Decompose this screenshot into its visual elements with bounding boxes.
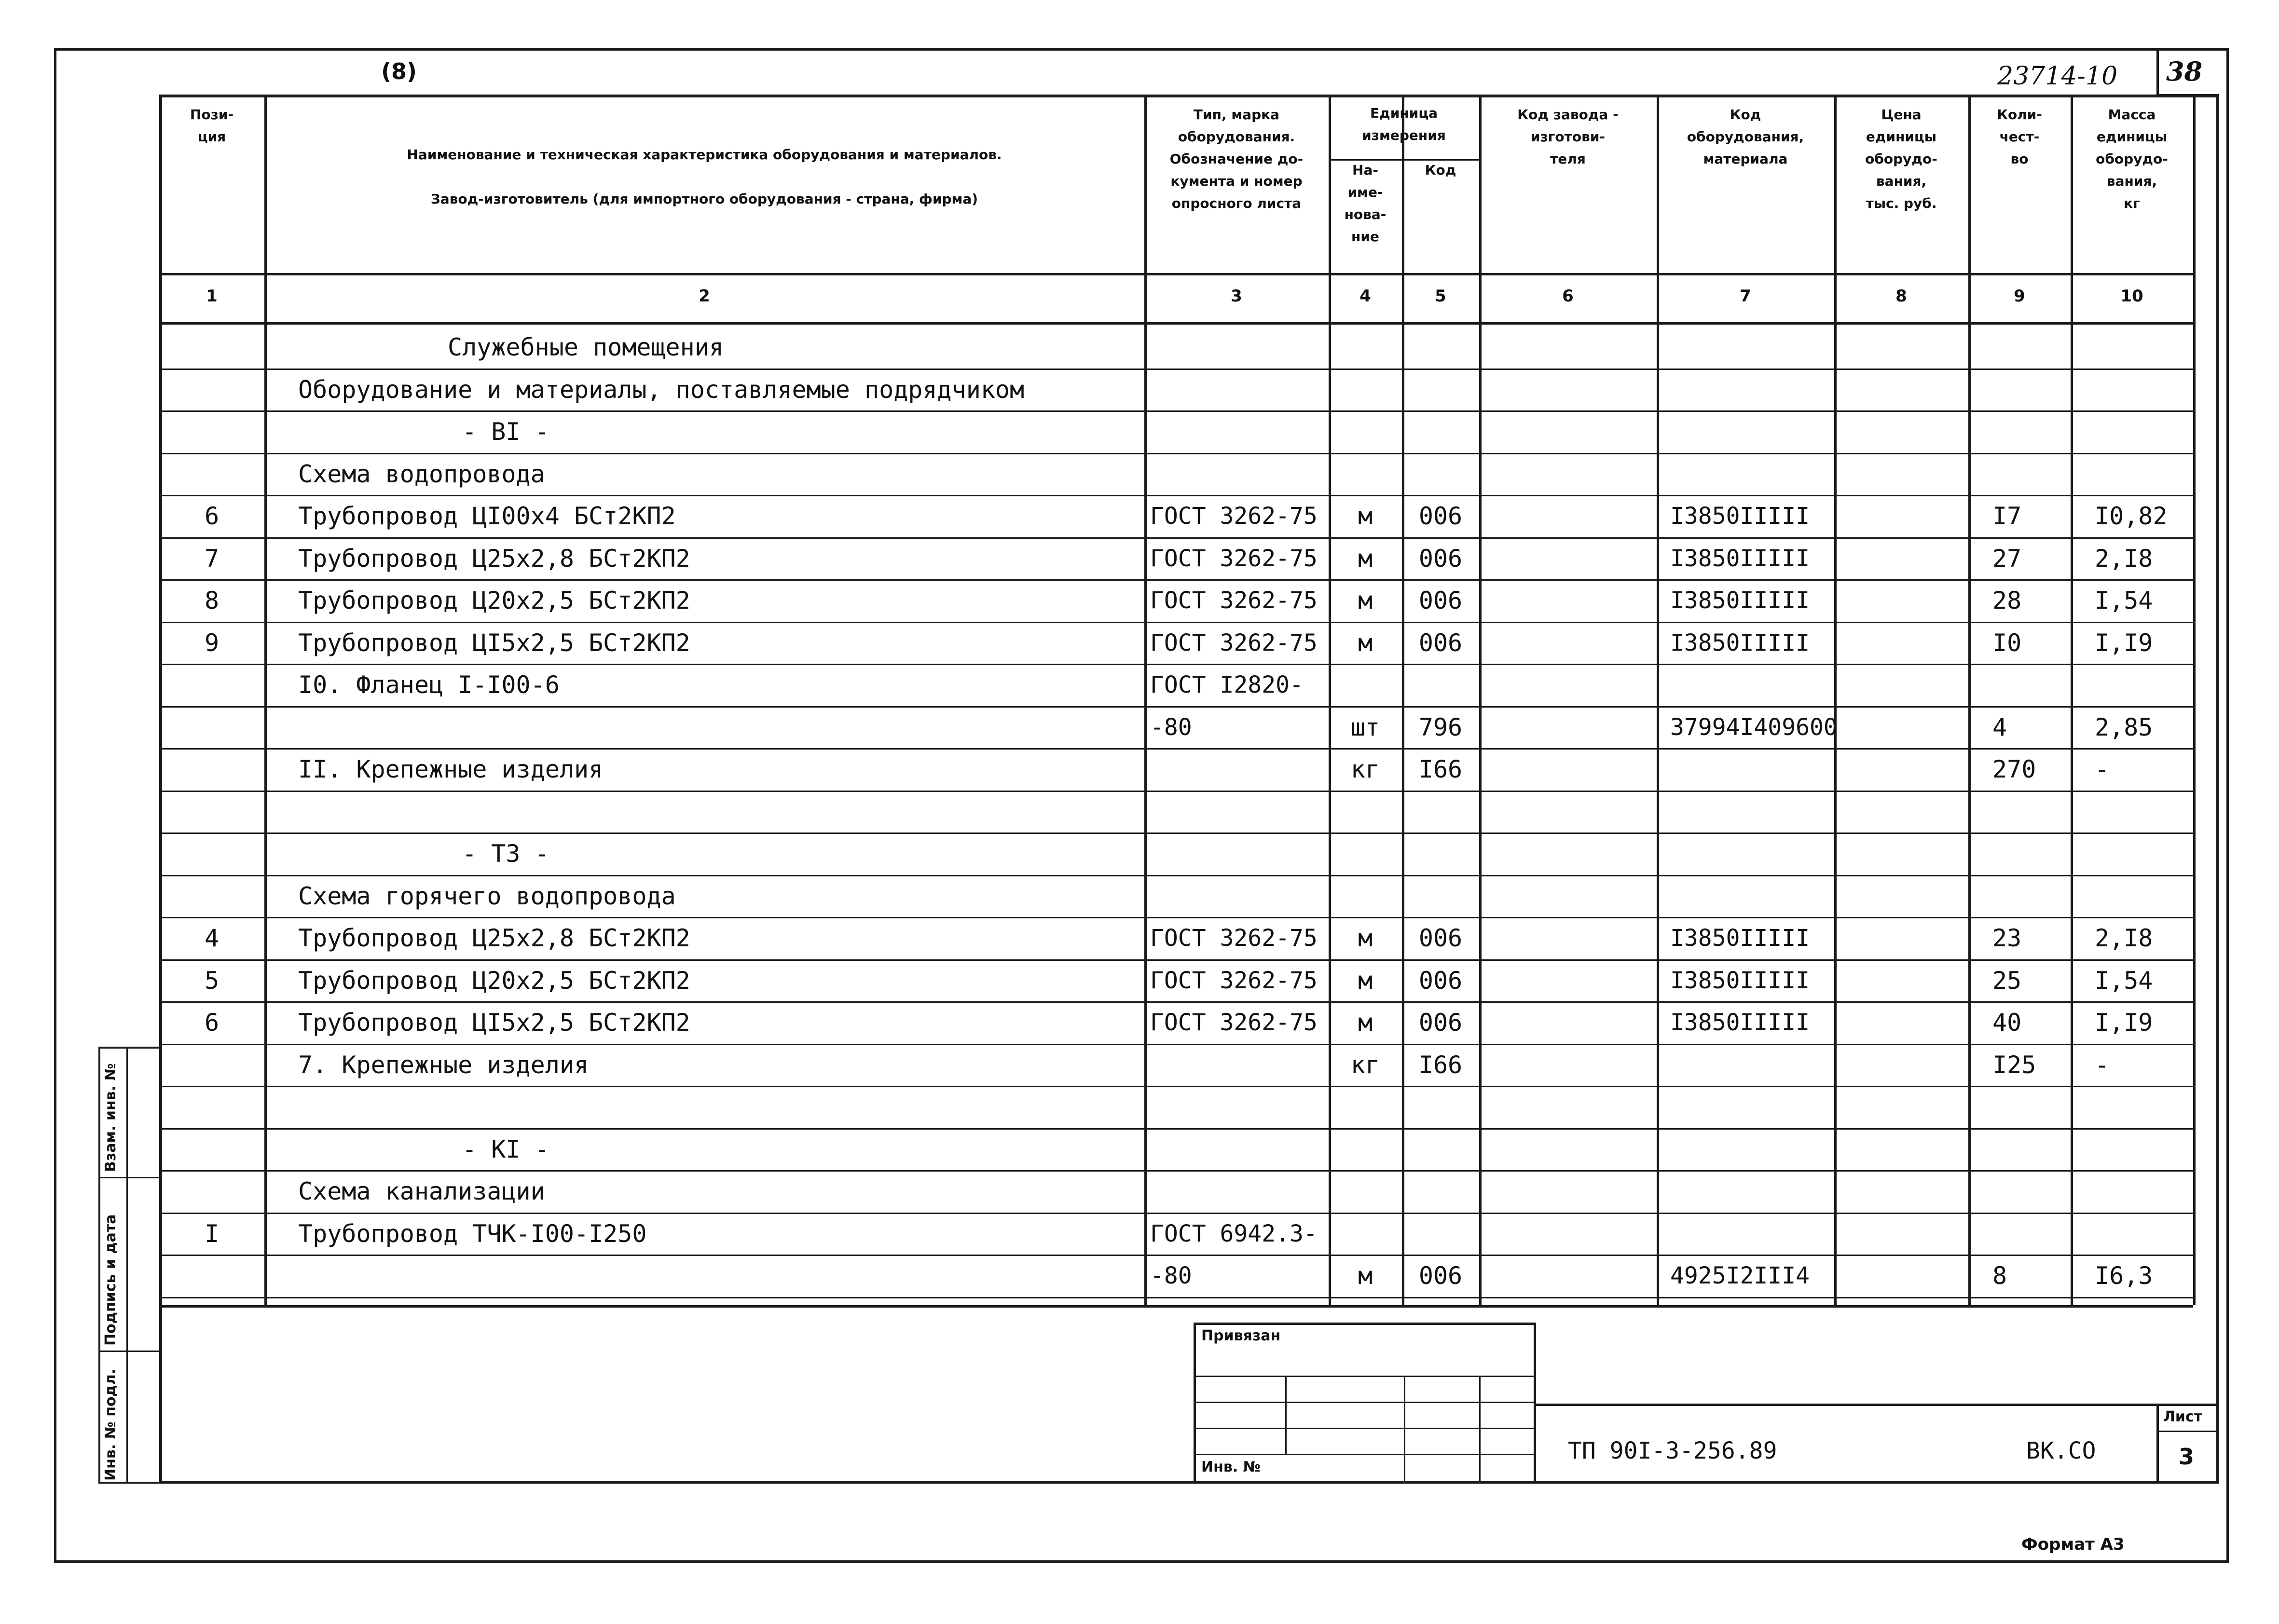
- grid-line: [1657, 95, 1659, 1305]
- grid-line: [159, 273, 2193, 275]
- unit-code-cell: 006: [1418, 1009, 1463, 1037]
- unit-group-header: Единица измерения: [1362, 105, 1446, 143]
- column-header-line: Код: [1425, 162, 1456, 178]
- column-header-line: ние: [1351, 229, 1379, 245]
- grid-line: [1329, 95, 1331, 1305]
- grid-line: [159, 322, 2193, 325]
- column-header-line: Масса: [2108, 107, 2156, 123]
- document-cell: ГОСТ 3262-75: [1150, 587, 1318, 614]
- position-cell: 5: [204, 966, 220, 995]
- document-cell: -80: [1150, 713, 1192, 741]
- mass-cell: -: [2095, 755, 2110, 783]
- grid-line: [159, 791, 2193, 792]
- column-header-6: [1479, 104, 1657, 170]
- format-label: Формат А3: [2021, 1535, 2125, 1554]
- stamp-line: [1194, 1428, 1536, 1429]
- material-code-cell: 4925I2III4: [1670, 1262, 1810, 1289]
- quantity-cell: 27: [1992, 544, 2022, 573]
- mass-cell: -: [2095, 1051, 2110, 1079]
- grid-line: [159, 1170, 2193, 1172]
- material-code-cell: I3850IIIII: [1670, 1009, 1810, 1036]
- column-header-line: теля: [1550, 151, 1586, 167]
- quantity-cell: 270: [1992, 755, 2036, 783]
- side-label-signature-date: Подпись и дата: [102, 1214, 119, 1346]
- column-header-line: чест-: [1999, 129, 2040, 145]
- quantity-cell: I25: [1992, 1051, 2036, 1079]
- column-header-2: [264, 133, 1144, 221]
- name-cell: - Т3 -: [462, 840, 549, 868]
- grid-line: [159, 1044, 2193, 1045]
- unit-code-cell: I66: [1418, 755, 1463, 783]
- column-header-line: Завод-изготовитель (для импортного оборудования - страна, фирма): [430, 191, 978, 207]
- grid-line: [159, 579, 2193, 581]
- grid-line: [159, 1305, 2193, 1308]
- archive-number: 23714-10: [1997, 62, 2118, 91]
- position-cell: 9: [204, 628, 220, 657]
- grid-line: [159, 748, 2193, 750]
- side-divider: [98, 1351, 161, 1352]
- grid-line: [2193, 95, 2196, 1305]
- grid-line: [159, 875, 2193, 876]
- column-header-line: Обозначение до-: [1169, 151, 1304, 167]
- column-header-line: единицы: [1866, 129, 1937, 145]
- column-header-line: Тип, марка: [1193, 107, 1280, 123]
- unit-cell: кг: [1350, 755, 1380, 783]
- side-divider: [98, 1177, 161, 1178]
- document-cell: -80: [1150, 1262, 1192, 1289]
- grid-line: [159, 664, 2193, 665]
- mass-cell: I,54: [2095, 966, 2153, 995]
- grid-line: [159, 1128, 2193, 1130]
- unit-cell: м: [1358, 1262, 1373, 1290]
- grid-line: [1479, 95, 1482, 1305]
- grid-line: [159, 410, 2193, 412]
- grid-line: [159, 832, 2193, 834]
- grid-line: [159, 706, 2193, 708]
- bound-label: Привязан: [1201, 1327, 1281, 1344]
- mass-cell: I6,3: [2095, 1262, 2153, 1290]
- column-header-line: Наименование и техническая характеристика оборудования и материалов.: [407, 147, 1002, 163]
- column-number-4: 4: [1359, 287, 1371, 306]
- unit-cell: м: [1358, 924, 1373, 952]
- material-code-cell: I3850IIIII: [1670, 629, 1810, 656]
- material-code-cell: 37994I409600: [1670, 713, 1838, 741]
- column-header-line: нова-: [1344, 206, 1387, 222]
- inv-label: Инв. №: [1201, 1459, 1261, 1475]
- column-header-1: [159, 104, 264, 148]
- position-cell: 8: [204, 587, 220, 614]
- grid-line: [159, 1213, 2193, 1214]
- name-cell: I0. Фланец I-I00-6: [298, 671, 560, 699]
- mass-cell: I,54: [2095, 587, 2153, 614]
- column-header-line: оборудо-: [2096, 151, 2168, 167]
- material-code-cell: I3850IIIII: [1670, 503, 1810, 530]
- mass-cell: I0,82: [2095, 502, 2168, 530]
- column-header-line: Код: [1730, 107, 1761, 123]
- side-label-inv-podl: Инв. № подл.: [102, 1368, 119, 1481]
- mass-cell: I,I9: [2095, 1009, 2153, 1037]
- column-number-2: 2: [699, 287, 710, 306]
- column-header-4: [1329, 159, 1402, 248]
- name-cell: Схема горячего водопровода: [298, 882, 676, 910]
- column-header-line: Коли-: [1997, 107, 2042, 123]
- material-code-cell: I3850IIIII: [1670, 545, 1810, 572]
- name-cell: Трубопровод Ц20x2,5 БСт2КП2: [298, 587, 690, 614]
- stamp-line: [1404, 1376, 1405, 1484]
- position-cell: 4: [204, 924, 220, 952]
- document-designation: ТП 90I-3-256.89: [1568, 1437, 1777, 1464]
- column-number-6: 6: [1562, 287, 1574, 306]
- column-header-8: [1834, 104, 1968, 215]
- column-header-line: опросного листа: [1171, 195, 1302, 211]
- column-header-line: оборудования,: [1687, 129, 1804, 145]
- unit-code-cell: 006: [1418, 587, 1463, 614]
- unit-cell: м: [1358, 1009, 1373, 1037]
- column-header-line: оборудования.: [1178, 129, 1295, 145]
- document-code: ВК.СО: [2026, 1437, 2096, 1464]
- name-cell: Схема канализации: [298, 1177, 545, 1205]
- column-header-line: Код завода -: [1517, 107, 1619, 123]
- quantity-cell: 40: [1992, 1009, 2022, 1037]
- mass-cell: 2,I8: [2095, 924, 2153, 952]
- column-header-line: тыс. руб.: [1866, 195, 1937, 211]
- name-cell: Оборудование и материалы, поставляемые подрядчиком: [298, 375, 1025, 404]
- name-cell: Схема водопровода: [298, 460, 545, 488]
- mass-cell: 2,I8: [2095, 544, 2153, 573]
- grid-line: [159, 917, 2193, 918]
- column-number-5: 5: [1435, 287, 1446, 306]
- name-cell: Трубопровод Ц25x2,8 БСт2КП2: [298, 924, 690, 952]
- unit-cell: м: [1358, 587, 1373, 614]
- column-header-10: [2071, 104, 2193, 215]
- column-header-line: Цена: [1881, 107, 1922, 123]
- quantity-cell: 23: [1992, 924, 2022, 952]
- column-number-3: 3: [1231, 287, 1242, 306]
- unit-cell: м: [1358, 502, 1373, 530]
- unit-code-cell: I66: [1418, 1051, 1463, 1079]
- column-header-line: вания,: [2106, 173, 2157, 189]
- unit-cell: м: [1358, 544, 1373, 573]
- name-cell: Трубопровод ЦI5x2,5 БСт2КП2: [298, 628, 690, 657]
- mass-cell: I,I9: [2095, 628, 2153, 657]
- column-header-line: име-: [1347, 184, 1383, 200]
- unit-cell: м: [1358, 628, 1373, 657]
- column-header-7: [1657, 104, 1834, 170]
- stamp-line: [1194, 1454, 1536, 1455]
- document-cell: ГОСТ 3262-75: [1150, 967, 1318, 994]
- name-cell: 7. Крепежные изделия: [298, 1051, 589, 1079]
- column-header-line: единицы: [2096, 129, 2168, 145]
- name-cell: Трубопровод Ц20x2,5 БСт2КП2: [298, 966, 690, 995]
- grid-line: [264, 95, 267, 1305]
- column-header-line: На-: [1352, 162, 1378, 178]
- column-header-line: материала: [1703, 151, 1788, 167]
- position-cell: I: [204, 1219, 220, 1248]
- page-number: 38: [2166, 56, 2203, 87]
- sheet-box-divider: [2156, 1404, 2159, 1484]
- document-cell: ГОСТ 6942.3-: [1150, 1220, 1318, 1247]
- material-code-cell: I3850IIIII: [1670, 967, 1810, 994]
- name-cell: Трубопровод Ц25x2,8 БСт2КП2: [298, 544, 690, 573]
- grid-line: [159, 495, 2193, 496]
- column-number-8: 8: [1895, 287, 1907, 306]
- document-cell: ГОСТ 3262-75: [1150, 629, 1318, 656]
- name-cell: Трубопровод ЦI00x4 БСт2КП2: [298, 502, 676, 530]
- side-divider: [126, 1047, 128, 1484]
- grid-line: [159, 1086, 2193, 1087]
- stamp-line: [1285, 1376, 1287, 1454]
- quantity-cell: 28: [1992, 587, 2022, 614]
- unit-cell: шт: [1350, 713, 1380, 741]
- unit-code-cell: 006: [1418, 1262, 1463, 1290]
- grid-line: [159, 959, 2193, 961]
- unit-cell: кг: [1350, 1051, 1380, 1079]
- grid-line: [159, 1255, 2193, 1256]
- mass-cell: 2,85: [2095, 713, 2153, 741]
- column-header-5: [1402, 159, 1479, 181]
- grid-line: [2071, 95, 2073, 1305]
- grid-line: [159, 622, 2193, 623]
- unit-code-cell: 006: [1418, 544, 1463, 573]
- name-cell: - КI -: [462, 1135, 549, 1163]
- grid-line: [1402, 95, 1404, 1305]
- document-cell: ГОСТ I2820-: [1150, 671, 1304, 698]
- quantity-cell: 25: [1992, 966, 2022, 995]
- position-cell: 6: [204, 502, 220, 530]
- quantity-cell: I7: [1992, 502, 2022, 530]
- document-cell: ГОСТ 3262-75: [1150, 503, 1318, 530]
- side-label-vzam: Взам. инв. №: [102, 1063, 119, 1172]
- name-cell: Служебные помещения: [448, 333, 724, 361]
- quantity-cell: 4: [1992, 713, 2007, 741]
- name-cell: Трубопровод ЦI5x2,5 БСт2КП2: [298, 1009, 690, 1037]
- column-header-9: [1968, 104, 2071, 170]
- column-header-line: вания,: [1876, 173, 1927, 189]
- unit-code-cell: 006: [1418, 924, 1463, 952]
- column-number-7: 7: [1740, 287, 1751, 306]
- sheet-label: (8): [381, 58, 417, 84]
- grid-line: [1968, 95, 1971, 1305]
- sheet-box-divider: [2156, 1431, 2219, 1432]
- material-code-cell: I3850IIIII: [1670, 925, 1810, 952]
- column-number-9: 9: [2014, 287, 2025, 306]
- sheet-label: Лист: [2163, 1408, 2203, 1425]
- document-cell: ГОСТ 3262-75: [1150, 1009, 1318, 1036]
- column-header-line: Пози-: [190, 107, 234, 123]
- position-cell: 6: [204, 1009, 220, 1037]
- document-cell: ГОСТ 3262-75: [1150, 925, 1318, 952]
- quantity-cell: I0: [1992, 628, 2022, 657]
- unit-code-cell: 006: [1418, 502, 1463, 530]
- stamp-line: [1194, 1376, 1536, 1377]
- stamp-line: [1479, 1376, 1481, 1484]
- unit-code-cell: 006: [1418, 966, 1463, 995]
- column-header-line: изготови-: [1530, 129, 1606, 145]
- quantity-cell: 8: [1992, 1262, 2007, 1290]
- unit-cell: м: [1358, 966, 1373, 995]
- grid-line: [159, 1297, 2193, 1298]
- name-cell: II. Крепежные изделия: [298, 755, 604, 783]
- column-header-line: кумента и номер: [1170, 173, 1303, 189]
- grid-line: [1834, 95, 1837, 1305]
- grid-line: [159, 368, 2193, 370]
- column-header-line: ция: [197, 129, 226, 145]
- column-header-line: оборудо-: [1865, 151, 1937, 167]
- column-number-10: 10: [2120, 287, 2143, 306]
- name-cell: Трубопровод ТЧК-I00-I250: [298, 1219, 647, 1248]
- position-cell: 7: [204, 544, 220, 573]
- stamp-line: [1194, 1402, 1536, 1403]
- grid-line: [159, 537, 2193, 539]
- sheet-number: 3: [2179, 1444, 2195, 1470]
- column-number-1: 1: [206, 287, 218, 306]
- unit-code-cell: 796: [1418, 713, 1463, 741]
- material-code-cell: I3850IIIII: [1670, 587, 1810, 614]
- document-cell: ГОСТ 3262-75: [1150, 545, 1318, 572]
- grid-line: [159, 453, 2193, 454]
- grid-line: [1144, 95, 1147, 1305]
- grid-line: [159, 1001, 2193, 1003]
- column-header-line: кг: [2124, 195, 2140, 211]
- name-cell: - BI -: [462, 418, 549, 446]
- column-header-line: во: [2010, 151, 2029, 167]
- column-header-3: [1144, 104, 1329, 215]
- unit-code-cell: 006: [1418, 628, 1463, 657]
